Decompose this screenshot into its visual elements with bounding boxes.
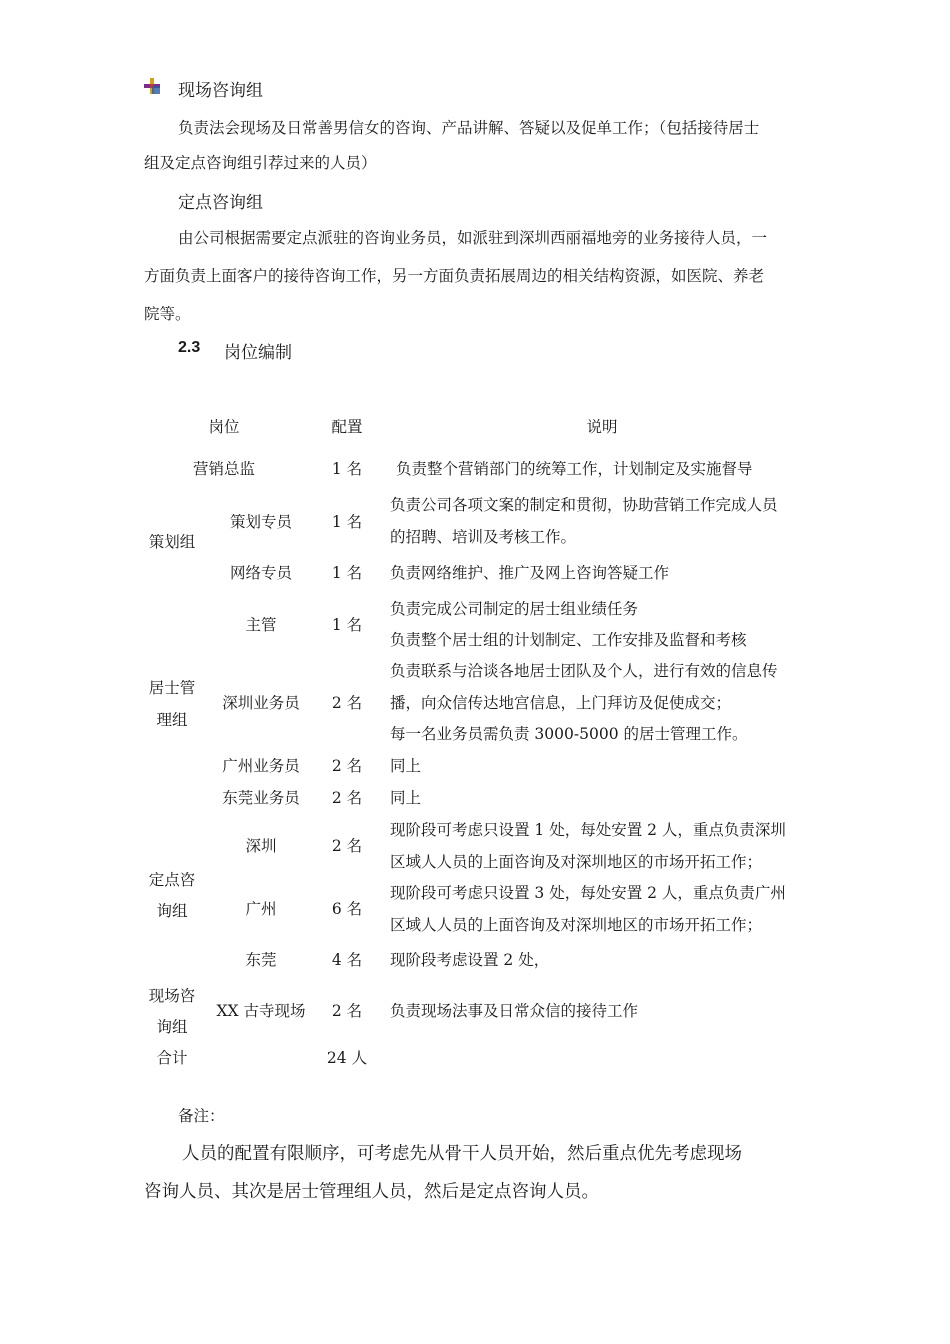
table-cell-post: 东莞业务员: [222, 789, 300, 807]
section-title-23: 岗位编制: [224, 343, 292, 363]
notes-line2: 咨询人员、其次是居士管理组人员，然后是定点咨询人员。: [144, 1182, 599, 1202]
table-group-planning: 策划组: [148, 533, 196, 551]
table-cell-post: 网络专员: [229, 564, 293, 582]
table-cell-desc: 现阶段考虑设置 2 处，: [390, 951, 550, 969]
table-header-post: 岗位: [208, 418, 240, 436]
table-group-lay: 居士管: [148, 679, 196, 697]
table-cell-post: 东莞: [245, 951, 277, 969]
table-cell-desc: 负责联系与洽谈各地居士团队及个人，进行有效的信息传: [390, 662, 778, 680]
table-group-lay-2: 理组: [156, 711, 188, 729]
bullet-icon: [144, 78, 160, 94]
table-cell-count: 1 名: [331, 460, 363, 478]
section-number: 2.3: [178, 339, 201, 356]
section-title-onsite: 现场咨询组: [178, 81, 263, 101]
table-cell-post: XX 古寺现场: [216, 1002, 306, 1020]
table-cell-desc: 的招聘、培训及考核工作。: [390, 528, 577, 546]
notes-line1: 人员的配置有限顺序，可考虑先从骨干人员开始，然后重点优先考虑现场: [182, 1144, 742, 1164]
table-cell-post: 主管: [245, 616, 277, 634]
fixed-desc-line1: 由公司根据需要定点派驻的咨询业务员，如派驻到深圳西丽福地旁的业务接待人员，一: [178, 229, 768, 247]
table-cell-count: 1 名: [331, 564, 363, 582]
table-cell-count: 2 名: [331, 1002, 363, 1020]
fixed-desc-line3: 院等。: [144, 305, 191, 323]
table-cell-desc: 同上: [390, 757, 422, 775]
table-cell-count: 2 名: [331, 837, 363, 855]
table-cell-desc: 每一名业务员需负责 3000-5000 的居士管理工作。: [390, 725, 748, 743]
table-cell-count: 2 名: [331, 789, 363, 807]
table-cell-desc: 区域人人员的上面咨询及对深圳地区的市场开拓工作；: [390, 916, 763, 934]
table-group-onsite: 现场咨: [148, 987, 196, 1005]
table-cell-desc: 现阶段可考虑只设置 1 处，每处安置 2 人，重点负责深圳: [390, 821, 786, 839]
table-cell-desc: 负责整个营销部门的统筹工作，计划制定及实施督导: [396, 460, 753, 478]
table-group-onsite-2: 询组: [156, 1018, 188, 1036]
table-cell-post: 策划专员: [229, 513, 293, 531]
table-group-fixed: 定点咨: [148, 871, 196, 889]
table-group-fixed-2: 询组: [156, 902, 188, 920]
table-cell-count: 1 名: [331, 513, 363, 531]
table-cell-desc: 同上: [390, 789, 422, 807]
table-cell-count: 2 名: [331, 757, 363, 775]
table-cell-post: 深圳: [245, 837, 277, 855]
table-cell-post: 广州: [245, 900, 277, 918]
table-header-desc: 说明: [586, 418, 618, 436]
fixed-desc-line2: 方面负责上面客户的接待咨询工作，另一方面负责拓展周边的相关结构资源，如医院、养老: [144, 267, 765, 285]
onsite-desc-line1: 负责法会现场及日常善男信女的咨询、产品讲解、答疑以及促单工作；（包括接待居士: [178, 119, 760, 137]
table-cell-count: 6 名: [331, 900, 363, 918]
section-title-fixed: 定点咨询组: [178, 193, 263, 213]
table-cell-desc: 负责整个居士组的计划制定、工作安排及监督和考核: [390, 631, 747, 649]
table-cell-desc: 区域人人员的上面咨询及对深圳地区的市场开拓工作；: [390, 853, 763, 871]
table-cell-post: 广州业务员: [222, 757, 300, 775]
table-cell-count: 1 名: [331, 616, 363, 634]
table-cell-count: 4 名: [331, 951, 363, 969]
table-cell-desc: 现阶段可考虑只设置 3 处，每处安置 2 人，重点负责广州: [390, 884, 786, 902]
table-header-count: 配置: [331, 418, 363, 436]
notes-label: 备注：: [178, 1107, 225, 1125]
table-cell-desc: 负责现场法事及日常众信的接待工作: [390, 1002, 639, 1020]
table-total-count: 24 人: [326, 1049, 368, 1067]
table-cell-desc: 负责网络维护、推广及网上咨询答疑工作: [390, 564, 670, 582]
table-cell-post: 深圳业务员: [222, 694, 300, 712]
table-cell-desc: 负责完成公司制定的居士组业绩任务: [390, 600, 639, 618]
table-cell-desc: 播，向众信传达地宫信息，上门拜访及促使成交；: [390, 694, 732, 712]
table-cell-count: 2 名: [331, 694, 363, 712]
table-cell-desc: 负责公司各项文案的制定和贯彻，协助营销工作完成人员: [390, 496, 778, 514]
onsite-desc-line2: 组及定点咨询组引荐过来的人员）: [144, 154, 377, 172]
table-total-label: 合计: [156, 1049, 188, 1067]
table-cell-post: 营销总监: [192, 460, 256, 478]
